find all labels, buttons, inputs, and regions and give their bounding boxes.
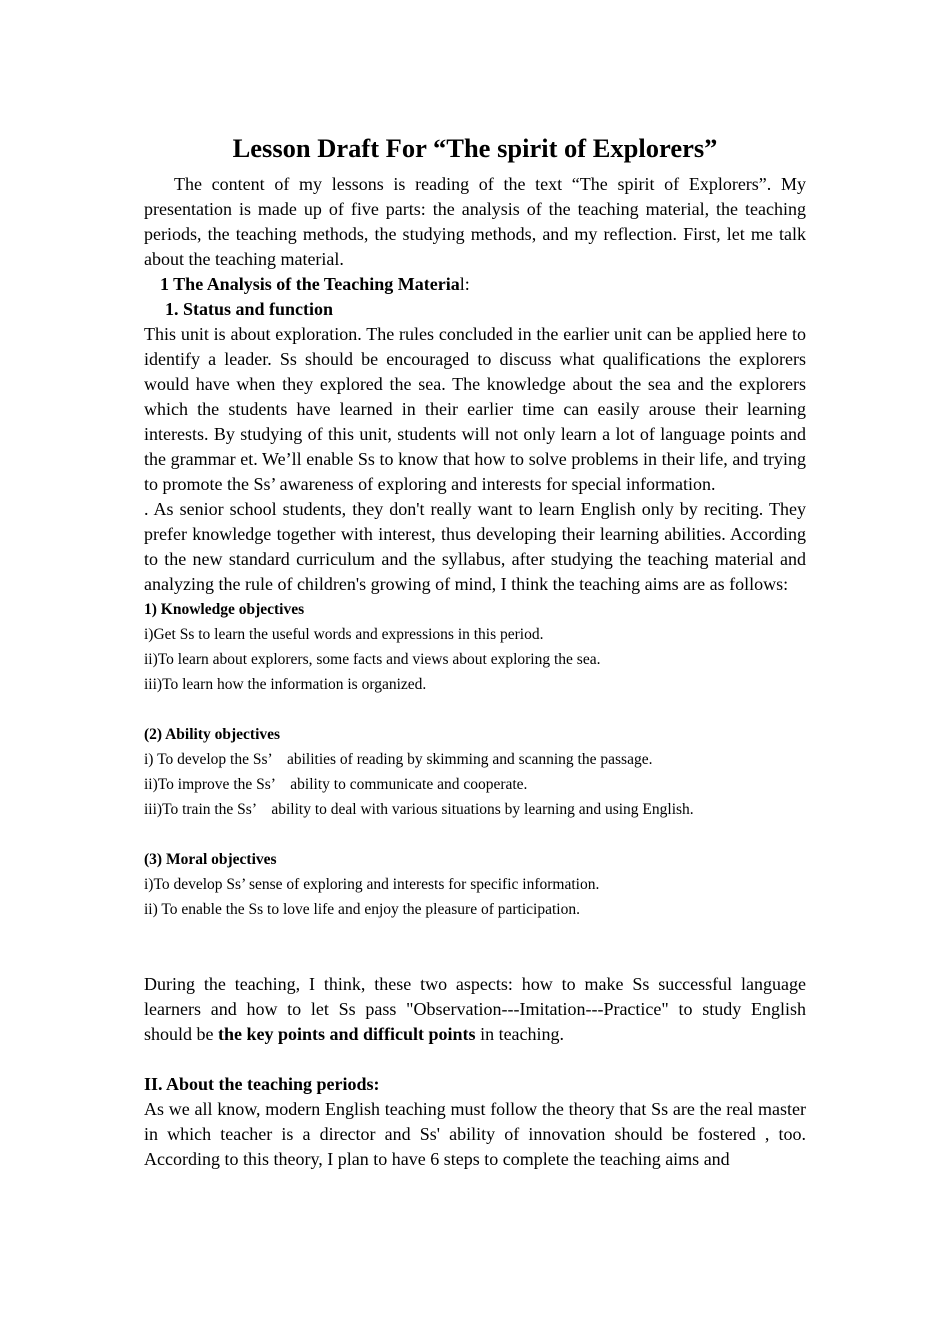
document-body (144, 172, 806, 1172)
objective-item: i)To develop Ss’ sense of exploring and interests for specific information. (144, 876, 600, 893)
section2-heading: II. About the teaching periods: (144, 1074, 380, 1094)
objective-item: i)Get Ss to learn the useful words and expressions in this period. (144, 626, 544, 643)
section1-heading (144, 272, 806, 297)
spacer (144, 697, 806, 722)
status-function-heading: 1. Status and function (165, 299, 334, 319)
key-points-paragraph (144, 972, 806, 1047)
document-page (144, 128, 806, 1172)
section1-heading-bold: 1 The Analysis of the Teaching Materia (160, 274, 460, 294)
spacer (144, 922, 806, 972)
spacer (144, 822, 806, 847)
objective-item: ii)To improve the Ss’ ability to communicate and cooperate. (144, 776, 528, 793)
key-points-emphasis: the key points and difficult points (218, 1024, 476, 1044)
objective-item: iii)To train the Ss’ ability to deal with various situations by learning and using English. (144, 801, 694, 818)
objective-item: ii) To enable the Ss to love life and enjoy the pleasure of participation. (144, 901, 580, 918)
objective-heading: (2) Ability objectives (144, 726, 281, 743)
status-function-paragraph: This unit is about exploration. The rules concluded in the earlier unit can be applied here to identify a leader. Ss should be encouraged to discuss what qualifications the explorers would have when they explored the sea. The knowledge about the sea and the explorers which the students have learned in their earlier time can easily arouse their learning interests. By studying of this unit, students will not only learn a lot of language points and the grammar et. We’ll enable Ss to know that how to solve problems in their life, and trying to promote the Ss’ awareness of exploring and interests for special information. (144, 324, 806, 494)
objective-item: ii)To learn about explorers, some facts and views about exploring the sea. (144, 651, 601, 668)
teaching-aims-paragraph: . As senior school students, they don't really want to learn English only by reciting. They prefer knowledge together with interest, thus developing their learning abilities. According to the new standard curriculum and the syllabus, after studying the teaching material and analyzing the rule of children's growing of mind, I think the teaching aims are as follows: (144, 499, 806, 594)
knowledge-objectives (144, 597, 806, 697)
intro-paragraph: The content of my lessons is reading of the text “The spirit of Explorers”. My presentation is made up of five parts: the analysis of the teaching material, the teaching periods, the teaching methods, the studying methods, and my reflection. First, let me talk about the teaching material. (144, 174, 806, 269)
objective-item: i) To develop the Ss’ abilities of reading by skimming and scanning the passage. (144, 751, 653, 768)
objective-heading: 1) Knowledge objectives (144, 601, 305, 618)
key-points-tail: in teaching. (475, 1024, 565, 1044)
document-title: Lesson Draft For “The spirit of Explorers” (232, 133, 718, 163)
teaching-periods-paragraph: As we all know, modern English teaching must follow the theory that Ss are the real master in which teacher is a director and Ss' ability of innovation should be fostered , too. According to this theory, I plan to have 6 steps to complete the teaching aims and (144, 1099, 806, 1169)
key-points-text: During the teaching, I think, these two aspects: how to make Ss successful language learners and how to let Ss pass "Observation---Imitation---Practice" to study English should be (144, 974, 806, 1044)
moral-objectives (144, 847, 806, 922)
objective-item: iii)To learn how the information is organized. (144, 676, 427, 693)
section1-heading-tail: l: (459, 274, 470, 294)
spacer (144, 1047, 806, 1072)
objective-heading: (3) Moral objectives (144, 851, 277, 868)
ability-objectives (144, 722, 806, 822)
